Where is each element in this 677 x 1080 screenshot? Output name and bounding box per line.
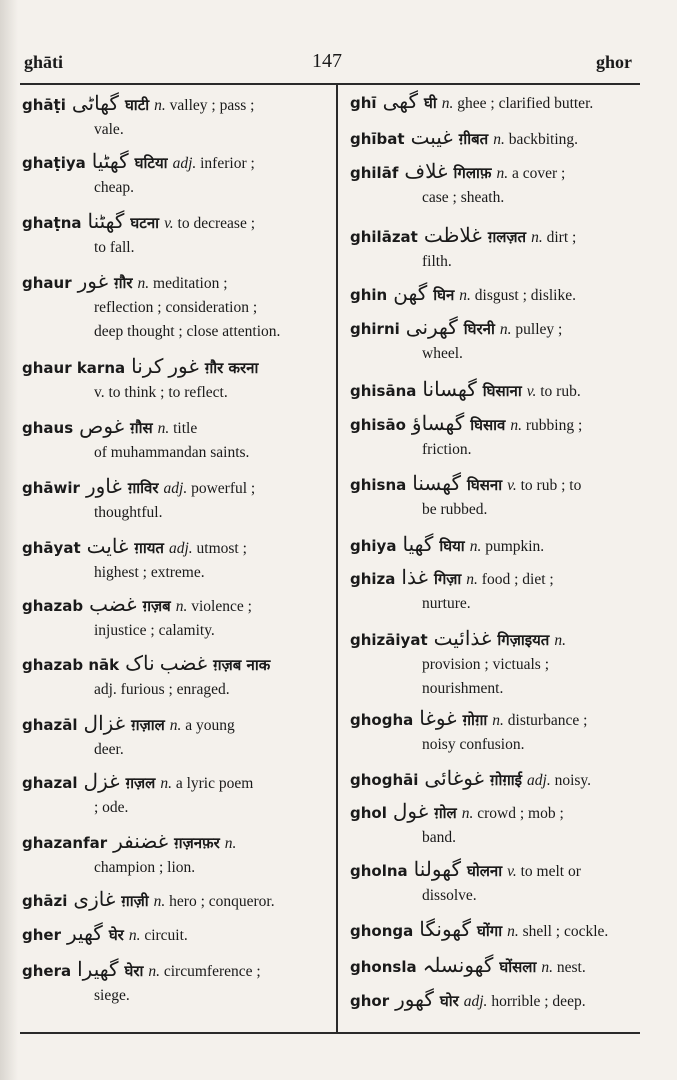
entry-headword: ghol — [350, 804, 387, 822]
entry-headword: ghiza — [350, 570, 396, 588]
entry-headword: ghilāzat — [350, 228, 418, 246]
dictionary-entry — [22, 770, 322, 820]
entry-urdu: گھساؤ — [411, 413, 465, 435]
entry-headword: ghazal — [22, 774, 78, 792]
entry-definition: circuit. — [144, 927, 188, 944]
entry-definition: to rub. — [540, 383, 581, 400]
entry-definition-continued: siege. — [94, 987, 130, 1004]
entry-definition-continued: nourishment. — [422, 680, 504, 697]
entry-part-of-speech: n. — [169, 717, 182, 734]
entry-part-of-speech: n. — [441, 95, 454, 112]
dictionary-entry — [22, 652, 322, 702]
entry-definition-continued: cheap. — [94, 179, 135, 196]
entry-definition: powerful ; — [191, 480, 256, 497]
entry-hindi: ग़ौस — [130, 419, 153, 437]
entry-definition-continued: case ; sheath. — [422, 189, 505, 206]
entry-headword: ghirni — [350, 320, 400, 338]
entry-headword: ghisāo — [350, 416, 406, 434]
entry-definition-continued: deep thought ; close attention. — [94, 323, 281, 340]
entry-urdu: گھیر — [67, 923, 103, 945]
dictionary-entry — [350, 378, 642, 404]
entry-hindi: गिज़ा — [433, 570, 462, 588]
entry-hindi: घोलना — [466, 862, 503, 880]
entry-urdu: گھور — [395, 989, 434, 1011]
entry-urdu: گھاٹی — [71, 93, 119, 115]
entry-definition: dirt ; — [546, 229, 577, 246]
dictionary-entry — [22, 922, 322, 948]
entry-headword: ghāṭi — [22, 96, 66, 114]
entry-headword: ghilāf — [350, 164, 399, 182]
entry-definition-continued: injustice ; calamity. — [94, 622, 215, 639]
entry-part-of-speech: n. — [459, 287, 471, 304]
entry-headword: ghizāiyat — [350, 631, 428, 649]
entry-urdu: غول — [392, 801, 429, 823]
entry-definition: pulley ; — [515, 321, 563, 338]
entry-headword: gher — [22, 926, 61, 944]
dictionary-entry — [350, 627, 642, 701]
entry-definition-continued: vale. — [94, 121, 124, 138]
dictionary-entry — [22, 958, 322, 1008]
entry-headword: ghībat — [350, 130, 405, 148]
entry-hindi: गिज़ाइयत — [497, 631, 550, 649]
entry-hindi: घी — [423, 94, 437, 112]
entry-hindi: घिरनी — [463, 320, 495, 338]
dictionary-entry — [350, 767, 642, 793]
entry-headword: ghonga — [350, 922, 414, 940]
dictionary-entry — [22, 535, 322, 585]
entry-part-of-speech: adj. — [463, 993, 488, 1010]
entry-definition: hero ; conqueror. — [169, 893, 275, 910]
entry-part-of-speech: adj. — [168, 540, 193, 557]
entry-part-of-speech: n. — [507, 923, 519, 940]
entry-definition-continued: band. — [422, 829, 457, 846]
entry-urdu: گھٹیا — [91, 151, 129, 173]
entry-headword: ghisna — [350, 476, 407, 494]
entry-part-of-speech: n. — [469, 538, 482, 555]
entry-definition: a lyric poem — [175, 775, 254, 792]
dictionary-entry — [350, 988, 642, 1014]
entry-hindi: घोंगा — [477, 922, 503, 940]
page-number: 147 — [312, 50, 342, 72]
entry-hindi: घोर — [439, 992, 459, 1010]
entry-headword: ghisāna — [350, 382, 417, 400]
entry-part-of-speech: n. — [153, 893, 166, 910]
entry-part-of-speech: n. — [154, 97, 166, 114]
dictionary-entry — [350, 566, 642, 616]
right-guide-word: ghor — [596, 52, 632, 72]
dictionary-entry — [350, 126, 642, 152]
entry-part-of-speech: n. — [128, 927, 141, 944]
dictionary-entry — [350, 472, 642, 522]
entry-definition: shell ; cockle. — [522, 923, 609, 940]
entry-urdu: غذا — [401, 567, 428, 589]
dictionary-entry — [22, 475, 322, 525]
entry-part-of-speech: v. — [164, 215, 174, 232]
entry-definition-continued: highest ; extreme. — [94, 564, 205, 581]
entry-definition-continued: of muhammandan saints. — [94, 444, 250, 461]
entry-definition: noisy. — [554, 772, 592, 789]
entry-part-of-speech: n. — [137, 275, 150, 292]
dictionary-entry — [350, 282, 642, 308]
entry-hindi: ग़ज़ल — [125, 774, 156, 792]
dictionary-entry — [22, 830, 322, 880]
entry-part-of-speech: n. — [148, 963, 160, 980]
entry-headword: ghazāl — [22, 716, 78, 734]
entry-urdu: غوغا — [419, 708, 457, 730]
entry-definition: to melt or — [520, 863, 581, 880]
entry-part-of-speech: n. — [461, 805, 474, 822]
entry-part-of-speech: adj. — [527, 772, 551, 789]
entry-hindi: घाटी — [124, 96, 150, 114]
entry-hindi: ग़ज़ब — [142, 597, 171, 615]
entry-headword: ghaur — [22, 274, 72, 292]
entry-hindi: ग़ीबत — [458, 130, 489, 148]
entry-definition: disturbance ; — [507, 712, 588, 729]
entry-urdu: غزال — [83, 713, 126, 735]
entry-definition: nest. — [556, 959, 586, 976]
entry-definition: valley ; pass ; — [169, 97, 255, 114]
entry-hindi: ग़ज़नफ़र — [174, 834, 220, 852]
entry-urdu: غایت — [86, 536, 129, 558]
entry-headword: ghaur karna — [22, 359, 126, 377]
entry-headword: ghāwir — [22, 479, 80, 497]
entry-headword: ghaṭna — [22, 214, 82, 232]
entry-definition-continued: to fall. — [94, 239, 135, 256]
entry-hindi: ग़ौर करना — [204, 359, 259, 377]
entry-definition: a young — [185, 717, 235, 734]
dictionary-entry — [22, 270, 322, 344]
entry-hindi: ग़ज़ाल — [131, 716, 165, 734]
entry-headword: ghera — [22, 962, 72, 980]
page-header — [0, 52, 677, 78]
entry-urdu: غازی — [73, 889, 116, 911]
entry-hindi: ग़ोग़ाई — [490, 771, 523, 789]
entry-hindi: गिलाफ़ — [453, 164, 492, 182]
dictionary-entry — [22, 150, 322, 200]
entry-headword: ghaṭiya — [22, 154, 86, 172]
entry-definition-continued: wheel. — [422, 345, 463, 362]
entry-headword: ghazanfar — [22, 834, 108, 852]
entry-urdu: غضنفر — [113, 831, 169, 853]
entry-headword: gholna — [350, 862, 408, 880]
entry-urdu: غور — [77, 271, 109, 293]
entry-headword: ghor — [350, 992, 390, 1010]
entry-urdu: گھرنی — [405, 317, 458, 339]
entry-hindi: ग़ाविर — [127, 479, 159, 497]
entry-definition: inferior ; — [200, 155, 255, 172]
entry-definition: title — [173, 420, 198, 437]
entry-definition: crowd ; mob ; — [477, 805, 564, 822]
entry-hindi: घिन — [433, 286, 455, 304]
entry-part-of-speech: n. — [496, 165, 509, 182]
entry-definition: to rub ; to — [520, 477, 582, 494]
dictionary-entry — [22, 593, 322, 643]
entry-definition: horrible ; deep. — [491, 993, 586, 1010]
entry-urdu: گھونگا — [419, 919, 472, 941]
entry-definition-continued: provision ; victuals ; — [422, 656, 550, 673]
entry-hindi: घटना — [130, 214, 160, 232]
entry-urdu: غاور — [85, 476, 122, 498]
entry-hindi: ग़लज़त — [487, 228, 527, 246]
entry-part-of-speech: n. — [492, 712, 504, 729]
entry-part-of-speech: n. — [499, 321, 512, 338]
dictionary-entry — [350, 90, 642, 116]
entry-part-of-speech: n. — [541, 959, 553, 976]
entry-headword: ghogha — [350, 711, 414, 729]
entry-definition: a cover ; — [511, 165, 566, 182]
entry-definition: circumference ; — [163, 963, 261, 980]
dictionary-entry — [350, 160, 642, 210]
entry-hindi: घेर — [108, 926, 124, 944]
entry-part-of-speech: n. — [510, 417, 523, 434]
header-rule — [20, 83, 640, 85]
entry-hindi: घोंसला — [499, 958, 537, 976]
dictionary-entry — [350, 918, 642, 944]
dictionary-entry — [22, 888, 322, 914]
entry-hindi: घिया — [439, 537, 465, 555]
dictionary-entry — [350, 858, 642, 908]
entry-urdu: غلاف — [404, 161, 448, 183]
entry-hindi: ग़ोग़ा — [462, 711, 488, 729]
entry-definition: to decrease ; — [177, 215, 256, 232]
entry-headword: ghiya — [350, 537, 397, 555]
entry-part-of-speech: n. — [493, 131, 505, 148]
dictionary-entry — [350, 224, 642, 274]
entry-definition: violence ; — [191, 598, 252, 615]
entry-definition: pumpkin. — [485, 538, 545, 555]
entry-part-of-speech: n. — [466, 571, 478, 588]
entry-part-of-speech: n. — [554, 632, 566, 649]
entry-hindi: ग़ौर — [114, 274, 133, 292]
dictionary-entry — [350, 800, 642, 850]
entry-urdu: غیبت — [410, 127, 453, 149]
entry-definition: backbiting. — [508, 131, 579, 148]
entry-urdu: گھیا — [402, 534, 434, 556]
entry-headword: ghoghāi — [350, 771, 419, 789]
entry-definition-continued: ; ode. — [94, 799, 129, 816]
entry-urdu: غذائیت — [433, 628, 492, 650]
dictionary-entry — [22, 712, 322, 762]
entry-part-of-speech: adj. — [163, 480, 188, 497]
entry-urdu: گھولنا — [413, 859, 461, 881]
entry-definition-continued: friction. — [422, 441, 472, 458]
entry-urdu: گھیرا — [77, 959, 119, 981]
entry-urdu: گھسانا — [422, 379, 477, 401]
entry-urdu: غوص — [79, 416, 125, 438]
dictionary-entry — [22, 210, 322, 260]
entry-hindi: घटिया — [134, 154, 168, 172]
entry-urdu: غضب — [89, 594, 137, 616]
entry-definition: rubbing ; — [525, 417, 583, 434]
entry-part-of-speech: n. — [157, 420, 170, 437]
entry-hindi: ग़ाज़ी — [121, 892, 149, 910]
entry-definition-continued: reflection ; consideration ; — [94, 299, 258, 316]
entry-hindi: घिसाना — [482, 382, 522, 400]
entry-definition-continued: nurture. — [422, 595, 471, 612]
entry-headword: ghazab — [22, 597, 84, 615]
entry-definition-continued: adj. furious ; enraged. — [94, 681, 230, 698]
entry-part-of-speech: v. — [526, 383, 537, 400]
dictionary-entry — [22, 415, 322, 465]
dictionary-entry — [350, 533, 642, 559]
entry-part-of-speech: n. — [160, 775, 172, 792]
entry-definition: ghee ; clarified butter. — [457, 95, 594, 112]
entry-urdu: گھٹنا — [87, 211, 125, 233]
entry-headword: ghāyat — [22, 539, 81, 557]
entry-part-of-speech: n. — [531, 229, 543, 246]
dictionary-entry — [350, 316, 642, 366]
column-divider — [336, 84, 338, 1034]
dictionary-entry — [350, 707, 642, 757]
entry-urdu: غلاظت — [423, 225, 482, 247]
entry-urdu: غور کرنا — [131, 356, 199, 378]
entry-definition-continued: v. to think ; to reflect. — [94, 384, 228, 401]
entry-headword: ghonsla — [350, 958, 417, 976]
dictionary-entry — [350, 412, 642, 462]
dictionary-entry — [350, 954, 642, 980]
entry-part-of-speech: adj. — [172, 155, 197, 172]
entry-definition: disgust ; dislike. — [474, 287, 576, 304]
entry-definition-continued: champion ; lion. — [94, 859, 196, 876]
entry-urdu: گھی — [382, 91, 418, 113]
footer-rule — [20, 1032, 640, 1034]
entry-urdu: غضب ناک — [125, 653, 208, 675]
entry-urdu: گھسنا — [412, 473, 462, 495]
entry-urdu: غزل — [83, 771, 120, 793]
entry-urdu: گھونسلہ — [422, 955, 494, 977]
dictionary-entry — [22, 92, 322, 142]
entry-hindi: घिसाव — [470, 416, 506, 434]
entry-headword: ghazab nāk — [22, 656, 120, 674]
entry-headword: ghaus — [22, 419, 74, 437]
entry-hindi: घेरा — [124, 962, 144, 980]
page-spine-shadow — [0, 0, 18, 1080]
entry-headword: ghāzi — [22, 892, 68, 910]
entry-part-of-speech: v. — [507, 863, 517, 880]
entry-definition: meditation ; — [153, 275, 228, 292]
entry-urdu: گھن — [393, 283, 428, 305]
entry-headword: ghin — [350, 286, 388, 304]
entry-hindi: ग़ायत — [134, 539, 164, 557]
entry-definition-continued: deer. — [94, 741, 124, 758]
entry-definition-continued: thoughtful. — [94, 504, 163, 521]
entry-part-of-speech: v. — [507, 477, 517, 494]
entry-definition-continued: filth. — [422, 253, 452, 270]
entry-definition-continued: noisy confusion. — [422, 736, 525, 753]
entry-part-of-speech: n. — [175, 598, 188, 615]
entry-hindi: ग़ज़ब नाक — [213, 656, 271, 674]
dictionary-entry — [22, 355, 322, 405]
entry-hindi: ग़ोल — [434, 804, 457, 822]
entry-part-of-speech: n. — [224, 835, 237, 852]
entry-definition-continued: dissolve. — [422, 887, 477, 904]
entry-headword: ghī — [350, 94, 377, 112]
entry-definition: utmost ; — [196, 540, 247, 557]
entry-definition: food ; diet ; — [481, 571, 554, 588]
entry-urdu: غوغائی — [424, 768, 484, 790]
entry-definition-continued: be rubbed. — [422, 501, 488, 518]
left-guide-word: ghāti — [24, 52, 64, 72]
entry-hindi: घिसना — [467, 476, 503, 494]
